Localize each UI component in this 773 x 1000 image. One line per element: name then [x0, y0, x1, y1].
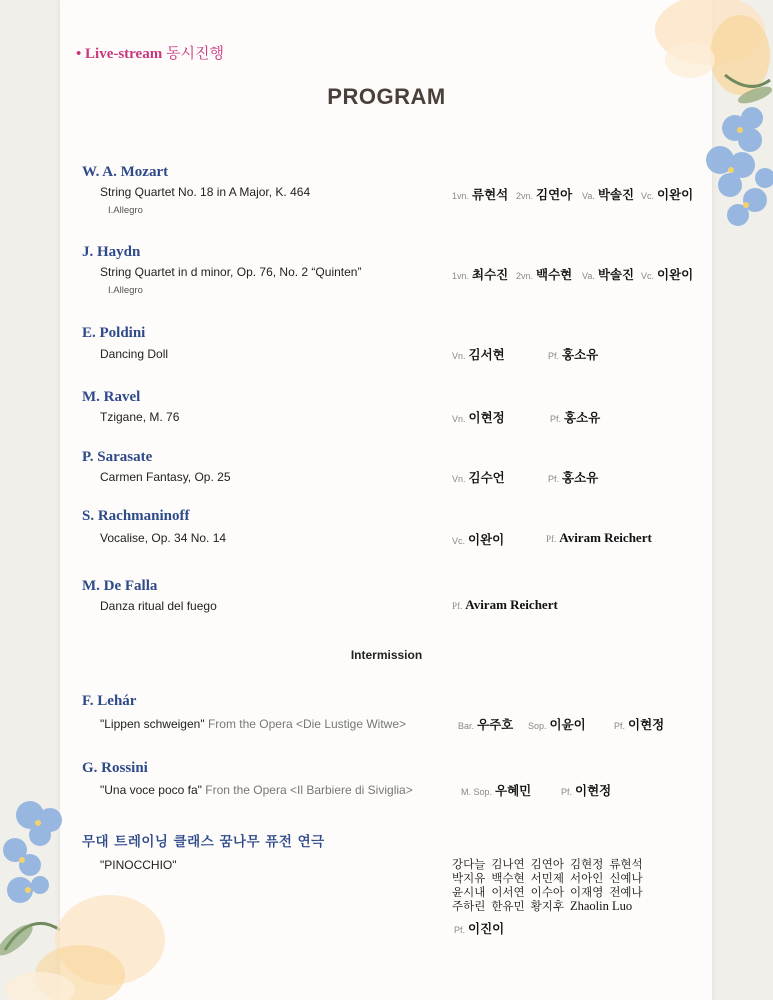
composer-rossini: G. Rossini: [82, 760, 148, 776]
performer: Vc. 이완이: [641, 268, 694, 282]
cast-member: 서민제: [530, 871, 564, 885]
performer: Bar. 우주호: [458, 718, 514, 732]
cast-member: 류현석: [609, 857, 643, 871]
cast-member: 이서연: [491, 885, 525, 899]
work-sarasate: Carmen Fantasy, Op. 25: [100, 470, 231, 484]
intermission-label: Intermission: [350, 648, 423, 662]
cast-member: 김연아: [530, 857, 564, 871]
performer: Pf. 홍소유: [550, 411, 601, 425]
cast-list: [452, 857, 692, 913]
work-ravel: Tzigane, M. 76: [100, 410, 180, 424]
performer: Pf. 홍소유: [548, 348, 599, 362]
performer: Pf. 이현정: [614, 718, 665, 732]
performer: 2vn. 김연아: [516, 188, 573, 202]
movement-haydn: I.Allegro: [108, 285, 143, 296]
cast-member: 박지유: [452, 871, 486, 885]
live-stream-en: Live-stream: [85, 46, 163, 62]
live-stream-ko: 동시진행: [165, 44, 224, 62]
performer: Pf. 홍소유: [548, 471, 599, 485]
composer-mozart: W. A. Mozart: [82, 164, 169, 180]
work-mozart: String Quartet No. 18 in A Major, K. 464: [100, 185, 311, 199]
theater-title: 무대 트레이닝 클래스 꿈나무 퓨전 연극: [82, 834, 325, 850]
work-pinocchio: "PINOCCHIO": [100, 858, 177, 872]
performer: Pf. Aviram Reichert: [546, 530, 652, 545]
performer: 1vn. 류현석: [452, 188, 509, 202]
performer: Vn. 김서현: [452, 348, 505, 362]
cast-member: 신예나: [609, 871, 643, 885]
performer: Sop. 이윤이: [528, 718, 586, 732]
performer: M. Sop. 우혜민: [461, 784, 532, 798]
composer-haydn: J. Haydn: [82, 244, 141, 260]
performer: Vn. 김수언: [452, 471, 505, 485]
cast-member: 서아인: [569, 871, 604, 885]
cast-member: 윤시내: [452, 885, 486, 899]
cast-member: 주하린: [452, 899, 486, 913]
work-lehar: "Lippen schweigen" From the Opera <Die Lustige Witwe>: [100, 717, 407, 731]
work-rossini: "Una voce poco fa" Fron the Opera <Il Barbiere di Siviglia>: [100, 783, 413, 797]
cast-member: 황지후: [530, 899, 564, 913]
composer-ravel: M. Ravel: [82, 389, 141, 405]
performer: 2vn. 백수현: [516, 268, 573, 282]
work-poldini: Dancing Doll: [100, 347, 169, 361]
page-title: PROGRAM: [327, 84, 446, 109]
cast-member: 김나연: [491, 857, 525, 871]
performer: Pf. 이현정: [561, 784, 612, 798]
cast-member: 강다늘: [452, 857, 486, 871]
cast-member: 전예나: [609, 885, 643, 899]
composer-defalla: M. De Falla: [82, 578, 158, 594]
performer: Va. 박솔진: [582, 268, 635, 282]
performer: Pf. Aviram Reichert: [452, 597, 558, 612]
composer-rachmaninoff: S. Rachmaninoff: [82, 508, 190, 524]
performer: Vc. 이완이: [641, 188, 694, 202]
composer-poldini: E. Poldini: [82, 325, 146, 341]
bullet: •: [76, 46, 82, 62]
cast-member: 김현정: [569, 857, 604, 871]
cast-member: Zhaolin Luo: [569, 899, 633, 913]
performer: Vc. 이완이: [452, 533, 505, 547]
cast-member: 백수현: [491, 871, 525, 885]
program-sheet: [60, 0, 712, 1000]
work-rachmaninoff: Vocalise, Op. 34 No. 14: [100, 531, 227, 545]
composer-sarasate: P. Sarasate: [82, 449, 153, 465]
performer: Va. 박솔진: [582, 188, 635, 202]
work-haydn: String Quartet in d minor, Op. 76, No. 2 “Quinten”: [100, 265, 362, 279]
cast-member: 이수아: [530, 885, 564, 899]
movement-mozart: I.Allegro: [108, 205, 143, 216]
cast-member: 한유민: [491, 899, 525, 913]
performer: 1vn. 최수진: [452, 268, 509, 282]
live-stream-note: [76, 42, 224, 63]
theater-pianist: Pf. 이진이: [454, 922, 505, 936]
work-defalla: Danza ritual del fuego: [100, 599, 217, 613]
cast-member: 이재영: [569, 885, 604, 899]
performer: Vn. 이현정: [452, 411, 505, 425]
composer-lehar: F. Lehár: [82, 693, 137, 709]
